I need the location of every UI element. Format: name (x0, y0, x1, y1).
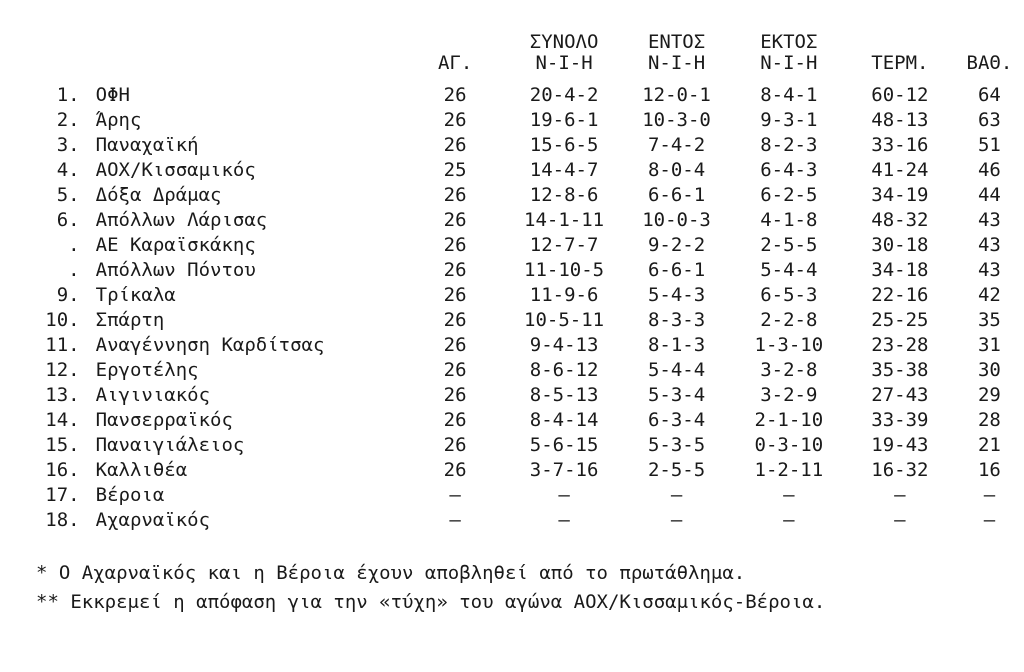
table-row (36, 133, 1024, 158)
row-rank: 12. (45, 359, 80, 381)
column-header-row (36, 52, 1024, 83)
row-home-record: 6-3-4 (647, 409, 706, 431)
group-header-row (36, 30, 1024, 52)
row-rank: 14. (45, 409, 80, 431)
table-row (36, 508, 1024, 533)
row-points: 43 (977, 209, 1001, 231)
row-points: 31 (977, 334, 1001, 356)
table-header (36, 30, 1024, 83)
row-team: Παναιγιάλειος (95, 434, 245, 456)
group-header-rank (36, 30, 86, 52)
row-rank: 10. (45, 309, 80, 331)
row-played: 26 (443, 434, 467, 456)
row-home-record: 5-4-3 (647, 284, 706, 306)
row-away-record: 1-3-10 (754, 334, 824, 356)
table-row (36, 158, 1024, 183)
row-points: 29 (977, 384, 1001, 406)
row-total-record: 8-4-14 (529, 409, 599, 431)
row-goals: 34-18 (871, 259, 929, 281)
row-played: 26 (443, 359, 467, 381)
row-goals: 35-38 (871, 359, 929, 381)
group-header-total: ΣΥΝΟΛΟ (529, 31, 599, 53)
column-header-team (86, 52, 403, 83)
row-team: Απόλλων Πόντου (95, 259, 256, 281)
row-rank: . (68, 259, 80, 281)
row-rank: 13. (45, 384, 80, 406)
row-points: – (983, 509, 996, 531)
row-rank: 4. (56, 159, 80, 181)
row-away-record: 8-4-1 (760, 84, 818, 106)
row-team: Εργοτέλης (95, 359, 199, 381)
row-played: 26 (443, 459, 467, 481)
row-total-record: 14-1-11 (524, 209, 605, 231)
row-team: Άρης (95, 109, 142, 131)
table-row (36, 283, 1024, 308)
row-team: Σπάρτη (95, 309, 165, 331)
row-home-record: 6-6-1 (647, 259, 706, 281)
group-header-away: ΕΚΤΟΣ (760, 31, 818, 53)
row-team: Καλλιθέα (95, 459, 188, 481)
row-points: 30 (977, 359, 1001, 381)
row-total-record: – (558, 484, 570, 506)
row-team: Δόξα Δράμας (95, 184, 222, 206)
row-goals: 33-16 (871, 134, 929, 156)
row-away-record: 9-3-1 (760, 109, 818, 131)
row-rank: 15. (45, 434, 80, 456)
row-rank: 9. (56, 284, 80, 306)
row-points: 64 (977, 84, 1001, 106)
table-row (36, 233, 1024, 258)
row-rank: 6. (56, 209, 80, 231)
row-points: 46 (977, 159, 1001, 181)
row-home-record: 5-4-4 (647, 359, 706, 381)
row-goals: 34-19 (871, 184, 929, 206)
group-header-team (86, 30, 403, 52)
row-rank: 18. (45, 509, 80, 531)
row-team: ΑΕ Καραϊσκάκης (95, 234, 256, 256)
row-goals: 16-32 (871, 459, 929, 481)
row-home-record: 12-0-1 (642, 84, 711, 106)
row-goals: 27-43 (871, 384, 929, 406)
row-rank: 17. (45, 484, 80, 506)
row-home-record: 7-4-2 (647, 134, 706, 156)
row-rank: 1. (56, 84, 80, 106)
row-home-record: 10-3-0 (642, 109, 711, 131)
row-goals: 23-28 (871, 334, 929, 356)
row-rank: 3. (56, 134, 80, 156)
row-goals: 48-32 (871, 209, 929, 231)
row-away-record: 5-4-4 (760, 259, 818, 281)
row-points: 43 (977, 234, 1001, 256)
row-played: 26 (443, 234, 467, 256)
row-points: 35 (977, 309, 1001, 331)
row-home-record: 10-0-3 (642, 209, 711, 231)
row-home-record: 6-6-1 (647, 184, 706, 206)
row-home-record: 5-3-4 (647, 384, 706, 406)
group-header-points (955, 30, 1024, 52)
row-away-record: 8-2-3 (760, 134, 818, 156)
row-points: 16 (977, 459, 1001, 481)
table-row (36, 108, 1024, 133)
row-goals: – (894, 484, 906, 506)
row-away-record: – (783, 509, 795, 531)
row-points: 42 (977, 284, 1001, 306)
table-row (36, 408, 1024, 433)
table-row (36, 258, 1024, 283)
row-played: 26 (443, 384, 467, 406)
row-total-record: – (558, 509, 570, 531)
footnote-1: * Ο Αχαρναϊκός και η Βέροια έχουν αποβληθεί από το πρωτάθλημα. (36, 562, 746, 584)
row-home-record: 2-5-5 (647, 459, 706, 481)
row-total-record: 8-6-12 (529, 359, 599, 381)
row-points: 43 (977, 259, 1001, 281)
table-row (36, 308, 1024, 333)
row-rank: 16. (45, 459, 80, 481)
table-row (36, 83, 1024, 108)
row-goals: 30-18 (871, 234, 929, 256)
table-row (36, 208, 1024, 233)
row-home-record: 5-3-5 (647, 434, 706, 456)
row-away-record: – (783, 484, 795, 506)
row-away-record: 2-5-5 (760, 234, 818, 256)
row-total-record: 8-5-13 (529, 384, 599, 406)
row-away-record: 0-3-10 (754, 434, 824, 456)
column-header-rank (36, 52, 86, 83)
row-goals: 41-24 (871, 159, 929, 181)
row-total-record: 10-5-11 (524, 309, 605, 331)
row-points: 44 (977, 184, 1001, 206)
row-home-record: 9-2-2 (647, 234, 706, 256)
row-played: 26 (443, 409, 467, 431)
row-away-record: 6-4-3 (760, 159, 818, 181)
row-home-record: 8-3-3 (647, 309, 706, 331)
row-played: 26 (443, 109, 467, 131)
row-team: Τρίκαλα (95, 284, 176, 306)
row-home-record: 8-1-3 (647, 334, 706, 356)
row-points: 28 (977, 409, 1001, 431)
row-rank: 5. (56, 184, 80, 206)
column-header-played: ΑΓ. (437, 52, 473, 74)
row-team: Παναχαϊκή (95, 134, 199, 156)
row-team: Αχαρναϊκός (95, 509, 211, 531)
row-total-record: 9-4-13 (529, 334, 599, 356)
row-total-record: 3-7-16 (529, 459, 599, 481)
row-team: ΑΟΧ/Κισσαμικός (95, 159, 256, 181)
row-played: 26 (443, 209, 467, 231)
row-rank: . (68, 234, 80, 256)
row-played: 26 (443, 259, 467, 281)
row-points: 51 (977, 134, 1001, 156)
row-played: 26 (443, 134, 467, 156)
row-rank: 11. (45, 334, 80, 356)
group-header-goals (845, 30, 955, 52)
footnotes (36, 559, 1024, 618)
row-total-record: 20-4-2 (529, 84, 599, 106)
row-team: Απόλλων Λάρισας (95, 209, 268, 231)
group-header-played (403, 30, 508, 52)
table-row (36, 183, 1024, 208)
row-goals: 25-25 (871, 309, 929, 331)
row-total-record: 14-4-7 (529, 159, 599, 181)
row-away-record: 2-1-10 (754, 409, 824, 431)
row-played: 26 (443, 309, 467, 331)
row-goals: 22-16 (871, 284, 929, 306)
row-team: Αναγέννηση Καρδίτσας (95, 334, 325, 356)
table-row (36, 383, 1024, 408)
row-away-record: 3-2-9 (760, 384, 818, 406)
row-team: Πανσερραϊκός (95, 409, 233, 431)
footnote-2: ** Εκκρεμεί η απόφαση για την «τύχη» του αγώνα ΑΟΧ/Κισσαμικός-Βέροια. (36, 591, 826, 614)
table-row (36, 433, 1024, 458)
row-goals: 48-13 (871, 109, 929, 131)
row-goals: 60-12 (871, 84, 929, 106)
row-total-record: 11-9-6 (529, 284, 599, 306)
row-total-record: 19-6-1 (529, 109, 599, 131)
row-played: 26 (443, 84, 467, 106)
column-header-total-record: Ν-Ι-Η (535, 52, 593, 74)
column-header-home-record: Ν-Ι-Η (647, 52, 706, 74)
row-total-record: 11-10-5 (524, 259, 605, 281)
row-goals: 19-43 (871, 434, 929, 456)
column-header-away-record: Ν-Ι-Η (760, 52, 818, 74)
row-points: – (983, 484, 996, 506)
row-away-record: 3-2-8 (760, 359, 818, 381)
row-played: 26 (443, 334, 467, 356)
table-row (36, 358, 1024, 383)
row-team: ΟΦΗ (95, 84, 130, 106)
table-row (36, 333, 1024, 358)
column-header-goals: ΤΕΡΜ. (871, 52, 929, 74)
row-total-record: 12-7-7 (529, 234, 599, 256)
row-away-record: 4-1-8 (760, 209, 818, 231)
column-header-points: ΒΑΘ. (966, 52, 1013, 74)
row-rank: 2. (56, 109, 80, 131)
row-played: 26 (443, 184, 467, 206)
row-team: Αιγινιακός (95, 384, 211, 406)
row-home-record: – (670, 509, 683, 531)
row-played: 25 (443, 159, 467, 181)
row-points: 63 (977, 109, 1001, 131)
row-away-record: 6-2-5 (760, 184, 818, 206)
row-home-record: – (670, 484, 683, 506)
row-points: 21 (977, 434, 1001, 456)
row-played: 26 (443, 284, 467, 306)
table-row (36, 458, 1024, 483)
standings-table (36, 30, 1024, 533)
row-goals: 33-39 (871, 409, 929, 431)
row-total-record: 12-8-6 (529, 184, 599, 206)
row-played: – (449, 509, 461, 531)
table-body (36, 83, 1024, 533)
table-row (36, 483, 1024, 508)
row-away-record: 6-5-3 (760, 284, 818, 306)
row-total-record: 15-6-5 (529, 134, 599, 156)
row-team: Βέροια (95, 484, 165, 506)
row-total-record: 5-6-15 (529, 434, 599, 456)
group-header-home: ΕΝΤΟΣ (647, 31, 706, 53)
row-away-record: 2-2-8 (760, 309, 818, 331)
row-goals: – (894, 509, 906, 531)
row-away-record: 1-2-11 (754, 459, 824, 481)
row-home-record: 8-0-4 (647, 159, 706, 181)
row-played: – (449, 484, 461, 506)
